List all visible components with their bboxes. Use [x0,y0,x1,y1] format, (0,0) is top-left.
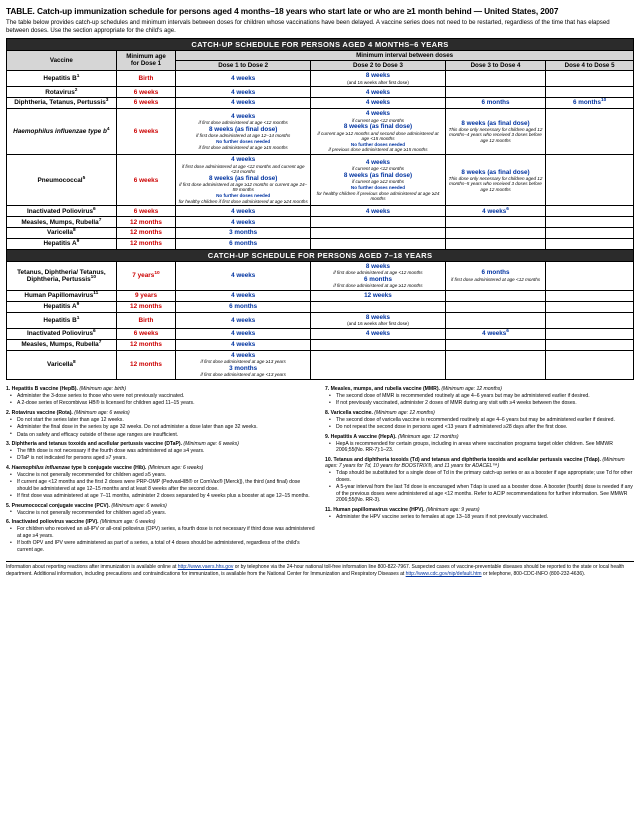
footnote-item [325,457,634,504]
footnote-title: Rotavirus vaccine (Rota). [11,410,73,416]
header-dose4-dose5: Dose 4 to Dose 5 [546,60,634,70]
footnote-title: Inactivated poliovirus vaccine (IPV). [11,519,99,526]
footnote-bullet: • Administer the final dose in the series by age 32 weeks. Do not administer a dose later than age 32 weeks. [13,424,315,431]
table-row [7,155,634,206]
footnote-number: 10. [325,456,333,463]
footnote-bullet: • Tdap should be substituted for a single dose of Td in the primary catch-up series or as a booster if age appropriate; use Td for other doses. [332,470,634,483]
row-vaccine-name: Inactivated Poliovirus$^6$ [7,206,117,217]
row-dose1-dose2: 4 weeks if first dose administered at age ≥13 years 3 months if first dose administered at age <13 years [176,350,311,380]
row-vaccine-name: Rotavirus$^2$ [7,87,117,98]
row-min-age: 6 weeks [116,108,176,154]
row-dose1-dose2: 4 weeks [176,291,311,302]
footnote-number: 3. [6,441,11,448]
footnote-bullet: • A 2-dose series of Recombivax HB® is licensed for children aged 11–15 years. [13,400,315,407]
table-row [7,87,634,98]
footnote-minimum-age: (Minimum age: 6 weeks) [111,502,167,509]
footer-line2-post: or telephone, 800-CDC-INFO (800-232-4636). [481,570,586,577]
footnote-item [325,434,634,454]
row-dose2-dose3: 12 weeks [311,291,446,302]
footnote-bullet-list [6,526,315,553]
footnote-bullet: • For children who received an all-IPV or all-oral poliovirus (OPV) series, a fourth dose is not necessary if third dose was administered at age ≥4 years. [13,526,315,539]
row-dose1-dose2: 4 weeks [176,70,311,86]
row-dose2-dose3 [311,350,446,380]
footnote-minimum-age: (Minimum age: 6 weeks) [74,410,130,416]
row-dose2-dose3: 4 weeks [311,206,446,217]
table-row [7,301,634,312]
row-dose4-dose5 [546,206,634,217]
row-min-age: 12 months [116,301,176,312]
row-dose4-dose5 [546,339,634,350]
footnotes-left-column [6,386,315,556]
row-min-age: 12 months [116,217,176,228]
header-dose1-dose2: Dose 1 to Dose 2 [176,60,311,70]
row-dose2-dose3: 4 weeks [311,329,446,340]
footnotes-section [6,386,634,556]
row-vaccine-name: Pneumococcal$^5$ [7,155,117,206]
row-min-age: 7 years$^{10}$ [116,261,176,291]
row-min-age: Birth [116,70,176,86]
row-vaccine-name: Diphtheria, Tetanus, Pertussis$^3$ [7,98,117,109]
row-min-age: 9 years [116,291,176,302]
footnote-minimum-age: (Minimum age: 12 months) [397,433,459,440]
footnote-title: Haemophilus influenzae type b conjugate vaccine (Hib). [11,465,147,471]
row-dose2-dose3: 8 weeks if first dose administered at age <12 months 6 months if first dose administered at age ≥12 months [311,261,446,291]
footnote-bullet: • Administer the 3-dose series to those who were not previously vaccinated. [13,393,315,400]
table-row [7,261,634,291]
row-dose3-dose4: 8 weeks (as final dose) This dose only necessary for children aged 12 months–5 years who received 3 doses before age 12 months [445,155,545,206]
footnote-minimum-age: (Minimum age: 9 years) [426,506,480,513]
band-young: CATCH-UP SCHEDULE FOR PERSONS AGED 4 MONTHS–6 YEARS [7,38,634,50]
footnote-minimum-age: (Minimum ages: 7 years for Td, 10 years for BOOSTRIX®, and 11 years for ADACEL™) [325,456,625,470]
row-dose3-dose4 [445,291,545,302]
row-dose2-dose3: 8 weeks (and 16 weeks after first dose) [311,70,446,86]
header-interval-group: Minimum interval between doses [176,50,634,60]
intro-paragraph: The table below provides catch-up schedules and minimum intervals between doses for children whose vaccinations have been delayed. A vaccine series does not need to be restarted, regardless of the time that has elapsed between doses. Use the section appropriate for the child's age. [6,19,610,34]
footnote-minimum-age: (Minimum age: 6 weeks) [100,519,156,526]
row-dose4-dose5 [546,217,634,228]
footnote-bullet: • The second dose of varicella vaccine is recommended routinely at age 4–6 years but may be administered earlier if desired. [332,417,634,424]
row-dose3-dose4 [445,70,545,86]
row-dose1-dose2: 4 weeks if first dose administered at age <12 months and current age <24 months 8 weeks (as final dose) if first dose administered at age ≥12 months or current age 24–59 months No further doses needed for healthy children if first dose administered at age ≥24 months [176,155,311,206]
footnote-title: Varicella vaccine. [330,410,373,416]
footnote-minimum-age: (Minimum age: birth) [79,386,127,393]
header-min-age: Minimum age for Dose 1 [116,50,176,70]
footnote-item [325,410,634,431]
row-min-age: 6 weeks [116,87,176,98]
row-dose2-dose3: 4 weeks if current age <12 months 8 weeks (as final dose) if current age ≥12 months No further doses needed for healthy children if previous dose administered at age ≥24 months [311,155,446,206]
footer-line1-pre: Information about reporting reactions after immunization is available online at [6,564,178,571]
row-min-age: 6 weeks [116,98,176,109]
row-dose3-dose4: 4 weeks$^6$ [445,329,545,340]
row-dose1-dose2: 4 weeks [176,217,311,228]
row-dose3-dose4 [445,350,545,380]
row-dose1-dose2: 4 weeks [176,312,311,328]
footnote-minimum-age: (Minimum age: 12 months) [441,386,502,393]
footnote-bullet: • A 5-year interval from the last Td dose is encouraged when Tdap is used as a booster dose. A booster (fourth) dose is needed if any of the previous doses were administered at age <12 months. Refer to ACIP recommendations for further information. See MMWR 2006;55(No. RR-3). [332,484,634,504]
row-dose1-dose2: 6 months [176,238,311,249]
footnote-bullet-list [6,417,315,438]
row-dose4-dose5 [546,108,634,154]
row-dose4-dose5 [546,87,634,98]
footnote-minimum-age: (Minimum age: 12 months) [374,410,435,416]
row-min-age: 12 months [116,350,176,380]
footnote-bullet-list [6,393,315,407]
row-dose3-dose4: 6 months if first dose administered at age <12 months [445,261,545,291]
footnote-item [6,519,315,553]
footnote-bullet: • Do not repeat the second dose in persons aged <13 years if administered ≥28 days after the first dose. [332,424,634,431]
header-vaccine: Vaccine [7,50,117,70]
table-row [7,339,634,350]
row-dose4-dose5 [546,155,634,206]
row-dose3-dose4 [445,87,545,98]
row-dose3-dose4: 6 months [445,98,545,109]
table-row [7,206,634,217]
footnote-bullet-list [325,470,634,503]
row-dose2-dose3: 4 weeks [311,87,446,98]
row-vaccine-name: Hepatitis $B^1$ [7,312,117,328]
footnote-bullet-list [6,510,315,517]
footnote-number: 11. [325,506,332,513]
footnote-item [6,386,315,407]
row-dose4-dose5: 6 months$^{10}$ [546,98,634,109]
footnote-bullet-list [325,393,634,407]
row-dose4-dose5 [546,70,634,86]
table-row [7,329,634,340]
footnote-number: 6. [6,519,11,526]
footnote-bullet: • DTaP is not indicated for persons aged ≥7 years. [13,455,315,462]
row-dose1-dose2: 4 weeks [176,339,311,350]
footnote-minimum-age: (Minimum age: 6 weeks) [183,441,239,448]
row-min-age: 6 weeks [116,155,176,206]
row-min-age: 6 weeks [116,329,176,340]
footnote-number: 5. [6,502,11,509]
row-dose4-dose5 [546,329,634,340]
footnote-bullet: • Vaccine is not generally recommended for children aged ≥5 years. [13,472,315,479]
footer-line1-post: or by telephone via the 24-hour national toll-free information line 800-822-7967. [233,564,411,571]
catchup-schedule-table [6,38,634,380]
row-dose2-dose3 [311,339,446,350]
row-dose2-dose3: 8 weeks (and 16 weeks after first dose) [311,312,446,328]
footnote-bullet: • Vaccine is not generally recommended for children aged ≥5 years. [13,510,315,517]
row-dose1-dose2: 6 months [176,301,311,312]
row-dose1-dose2: 4 weeks if first dose administered at age <12 months 8 weeks (as final dose) if first dose administered at age 12–14 months No further doses needed if first dose administered at age ≥15 months [176,108,311,154]
footnote-number: 1. [6,386,11,393]
table-row [7,227,634,238]
band-older: CATCH-UP SCHEDULE FOR PERSONS AGED 7–18 YEARS [7,249,634,261]
footnote-bullet: • If current age <12 months and the first 2 doses were PRP-OMP (PedvaxHIB® or ComVax® [Merck]), the third (and final) dose should be administered at age 12–15 months and at least 8 weeks after the second dose. [13,479,315,492]
footnote-bullet-list [325,514,634,521]
footer-line2: Suspected cases of vaccine-preventable diseases should be reported to the state or local health department. Additional information, including precautions and contraindications for immunization, is available from the National Center for Immunization and Respiratory Diseases at [6,564,625,577]
table-row [7,238,634,249]
footnote-item [6,465,315,500]
footnote-minimum-age: (Minimum age: 6 weeks) [147,465,204,471]
footnote-item [6,410,315,438]
row-min-age: 12 months [116,227,176,238]
footnote-title: Hepatitis B vaccine (HepB). [11,386,78,393]
row-dose2-dose3: 4 weeks [311,98,446,109]
row-dose1-dose2: 4 weeks [176,329,311,340]
footnote-bullet: • HepA is recommended for certain groups, including in areas where vaccination programs target older children. See MMWR 2006;55(No. RR-7):1–23. [332,441,634,454]
footnote-bullet-list [325,441,634,454]
footnote-title: Measles, mumps, and rubella vaccine (MMR). [330,386,440,393]
row-dose3-dose4 [445,312,545,328]
row-vaccine-name: Hepatitis $A^9$ [7,238,117,249]
row-dose3-dose4: 4 weeks$^6$ [445,206,545,217]
footnote-item [6,503,315,517]
row-vaccine-name: Hepatitis $A^9$ [7,301,117,312]
footnote-number: 9. [325,433,330,440]
section-band-row [7,38,634,50]
footnote-bullet: • Administer the HPV vaccine series to females at age 13–18 years if not previously vaccinated. [332,514,634,521]
footnote-bullet: • If not previously vaccinated, administer 2 doses of MMR during any visit with ≥4 weeks between the doses. [332,400,634,407]
row-dose4-dose5 [546,238,634,249]
footnote-bullet-list [325,417,634,431]
row-dose2-dose3 [311,301,446,312]
header-dose3-dose4: Dose 3 to Dose 4 [445,60,545,70]
footnote-item [6,441,315,462]
section-band-row [7,249,634,261]
row-min-age: Birth [116,312,176,328]
footnote-number: 2. [6,410,11,416]
footnote-bullet-list [6,448,315,462]
row-vaccine-name: Varicella$^8$ [7,227,117,238]
row-vaccine-name: Haemophilus influenzae type $b^4$ [7,108,117,154]
row-dose1-dose2: 4 weeks [176,98,311,109]
row-dose3-dose4 [445,217,545,228]
row-dose1-dose2: 4 weeks [176,87,311,98]
row-vaccine-name: Human Papillomavirus$^{11}$ [7,291,117,302]
row-min-age: 6 weeks [116,206,176,217]
footnote-number: 4. [6,465,11,471]
row-dose3-dose4 [445,339,545,350]
footnote-number: 7. [325,386,330,393]
table-row [7,312,634,328]
row-dose3-dose4 [445,227,545,238]
table-row [7,217,634,228]
row-dose1-dose2: 4 weeks [176,261,311,291]
row-vaccine-name: Measles, Mumps, Rubella$^7$ [7,339,117,350]
row-vaccine-name: Measles, Mumps, Rubella$^7$ [7,217,117,228]
header-dose2-dose3: Dose 2 to Dose 3 [311,60,446,70]
table-row [7,291,634,302]
table-row [7,108,634,154]
row-dose2-dose3 [311,227,446,238]
footnote-bullet: • If both OPV and IPV were administered as part of a series, a total of 4 doses should be administered, regardless of the child's current age. [13,540,315,553]
footnote-title: Human papillomavirus vaccine (HPV). [333,506,425,513]
footnote-bullet: • The second dose of MMR is recommended routinely at age 4–6 years but may be administered earlier if desired. [332,393,634,400]
row-dose2-dose3: 4 weeks if current age <12 months 8 weeks (as final dose) if current age ≥12 months and second dose administered at age <15 months No further doses needed if previous dose administered at age ≥15 months [311,108,446,154]
table-row [7,70,634,86]
row-dose2-dose3 [311,217,446,228]
footer-note [6,562,634,581]
row-vaccine-name: Tetanus, Diphtheria/ Tetanus, Diphtheria, Pertussis$^{10}$ [7,261,117,291]
footnote-bullet: • The fifth dose is not necessary if the fourth dose was administered at age ≥4 years. [13,448,315,455]
footnote-bullet: • Do not start the series later than age 12 weeks. [13,417,315,424]
row-dose4-dose5 [546,312,634,328]
row-dose1-dose2: 4 weeks [176,206,311,217]
row-vaccine-name: Inactivated Poliovirus$^6$ [7,329,117,340]
footnote-title: Pneumococcal conjugate vaccine (PCV). [11,502,110,509]
row-min-age: 12 months [116,339,176,350]
footnote-bullet: • If first dose was administered at age 7–11 months, administer 2 doses separated by 4 weeks plus a booster at age 12–15 months. [13,493,315,500]
vaers-link[interactable]: http://www.vaers.hhs.gov [177,564,234,571]
row-dose3-dose4 [445,301,545,312]
footnote-title: Hepatitis A vaccine (HepA). [330,433,397,440]
row-dose4-dose5 [546,261,634,291]
footnote-bullet: • Data on safety and efficacy outside of these age ranges are insufficient. [13,432,315,439]
page-title: TABLE. Catch-up immunization schedule for persons aged 4 months–18 years who start late or who are ≥1 month behind — United States, 2007 [6,6,559,16]
footnote-item [325,386,634,407]
row-vaccine-name: Varicella$^8$ [7,350,117,380]
row-dose3-dose4 [445,238,545,249]
row-dose3-dose4: 8 weeks (as final dose) This dose only necessary for children aged 12 months–4 years who received 3 doses before age 12 months [445,108,545,154]
cdc-nip-link[interactable]: http://www.cdc.gov/nip/default.htm [405,570,482,577]
row-dose4-dose5 [546,301,634,312]
footnote-title: Diphtheria and tetanus toxoids and acellular pertussis vaccine (DTaP). [11,441,182,448]
footnote-bullet-list [6,472,315,500]
row-dose2-dose3 [311,238,446,249]
footnotes-right-column [325,386,634,556]
row-dose4-dose5 [546,291,634,302]
table-row [7,350,634,380]
row-dose4-dose5 [546,227,634,238]
table-header-row [7,50,634,60]
footnote-title: Tetanus and diphtheria toxoids (Td) and tetanus and diphtheria toxoids and acellular pertussis vaccine (Tdap). [333,456,601,463]
row-dose4-dose5 [546,350,634,380]
footnote-number: 8. [325,410,330,416]
row-vaccine-name: Hepatitis $B^1$ [7,70,117,86]
table-row [7,98,634,109]
row-min-age: 12 months [116,238,176,249]
footnote-item [325,507,634,521]
row-dose1-dose2: 3 months [176,227,311,238]
